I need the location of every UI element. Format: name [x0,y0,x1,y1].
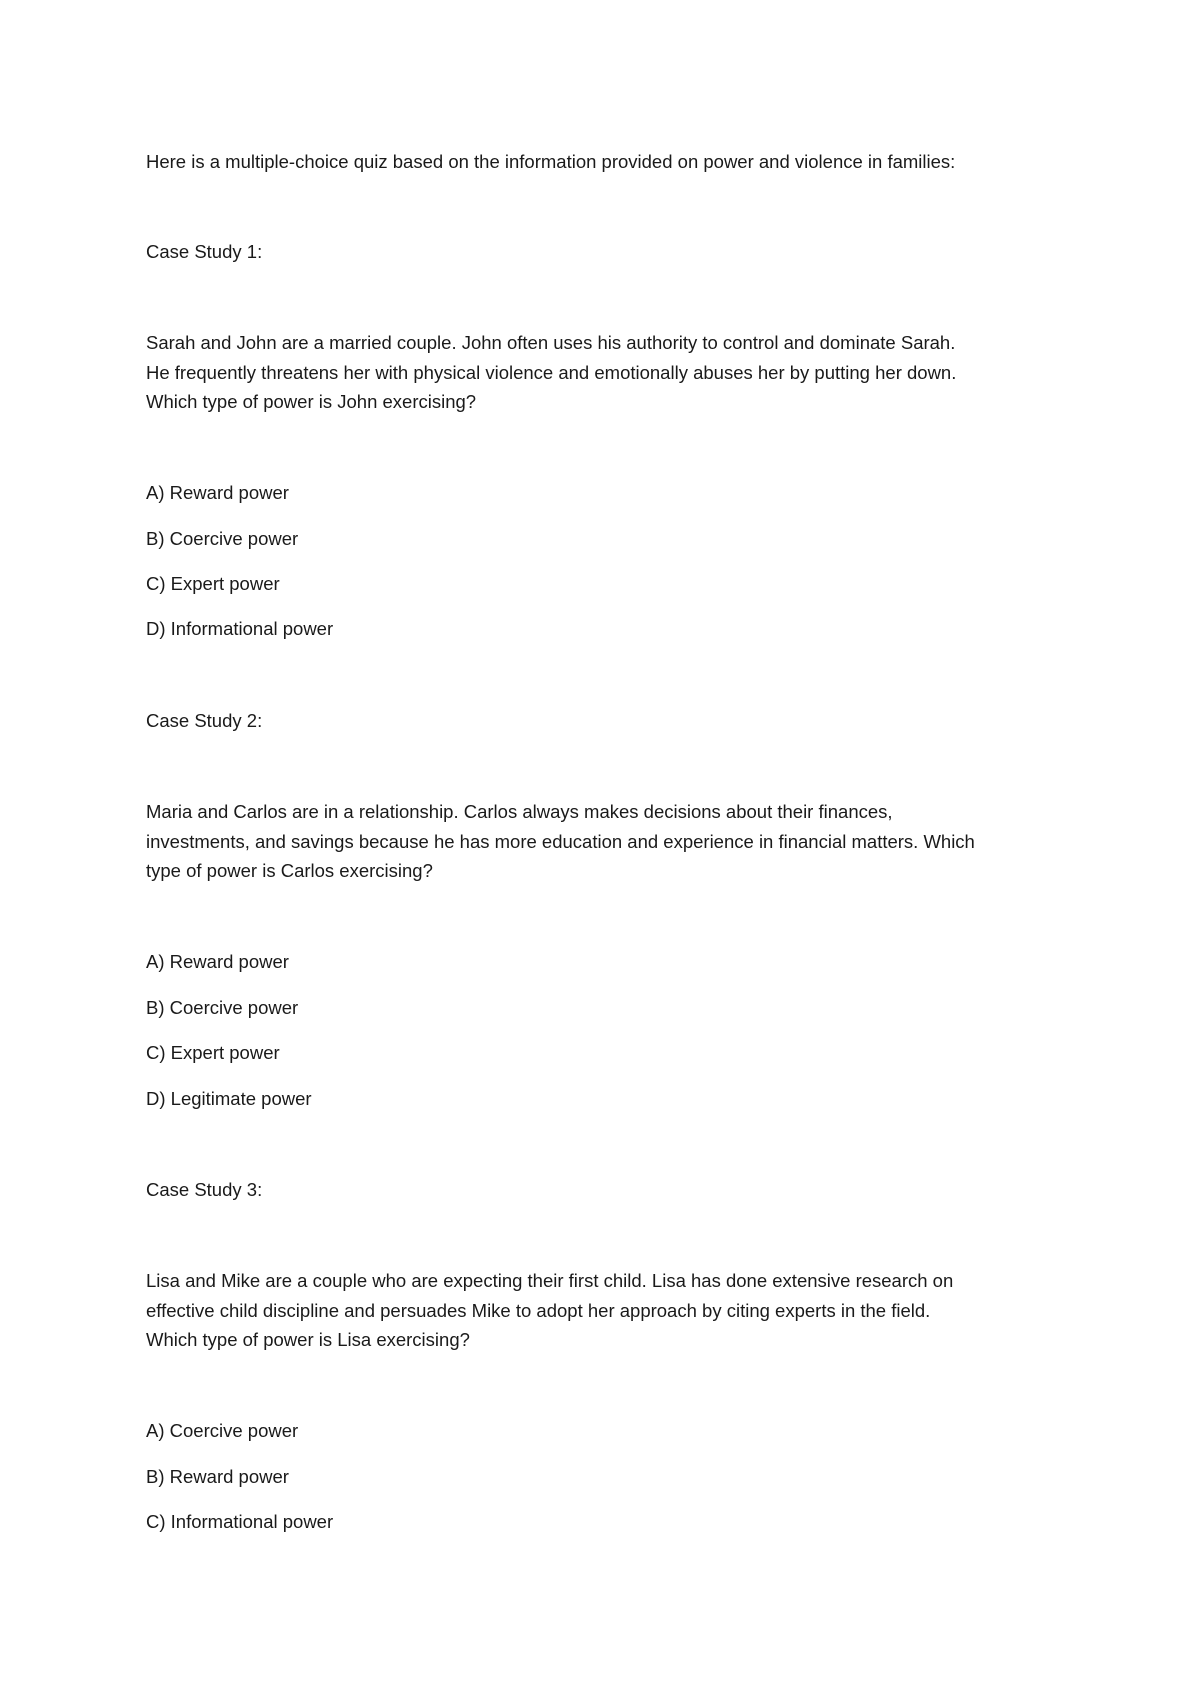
intro-text: Here is a multiple-choice quiz based on the information provided on power and violence in families: [146,151,956,172]
case3-heading: Case Study 3: [146,1179,263,1200]
case2-question-line: type of power is Carlos exercising? [146,860,433,881]
case2-question-line: Maria and Carlos are in a relationship. Carlos always makes decisions about their finances, [146,801,893,822]
case2-question [146,797,1086,886]
case1-heading: Case Study 1: [146,241,263,262]
case2-question-line: investments, and savings because he has more education and experience in financial matters. Which [146,830,975,852]
case3-option-a: A) Coercive power [146,1420,299,1441]
case2-option-a: A) Reward power [146,951,289,972]
case3-option-c: C) Informational power [146,1511,334,1532]
case3-question-line: effective child discipline and persuades Mike to adopt her approach by citing experts in the field. [146,1299,931,1321]
case1-question-line: He frequently threatens her with physical violence and emotionally abuses her by putting her down. [146,361,957,383]
case1-question-line: Which type of power is John exercising? [146,391,477,412]
case3-option-b: B) Reward power [146,1466,289,1487]
case2-option-d: D) Legitimate power [146,1088,312,1109]
case1-question [146,328,1086,417]
case1-question-line: Sarah and John are a married couple. John often uses his authority to control and dominate Sarah. [146,332,956,353]
case1-option-b: B) Coercive power [146,528,299,549]
case1-option-d: D) Informational power [146,618,334,639]
case2-option-c: C) Expert power [146,1042,280,1063]
case3-question-line: Lisa and Mike are a couple who are expecting their first child. Lisa has done extensive research on [146,1270,954,1291]
case1-option-c: C) Expert power [146,573,280,594]
case3-question-line: Which type of power is Lisa exercising? [146,1329,470,1350]
case2-option-b: B) Coercive power [146,997,299,1018]
case2-heading: Case Study 2: [146,710,263,731]
case3-question [146,1266,1086,1355]
case1-option-a: A) Reward power [146,482,289,503]
